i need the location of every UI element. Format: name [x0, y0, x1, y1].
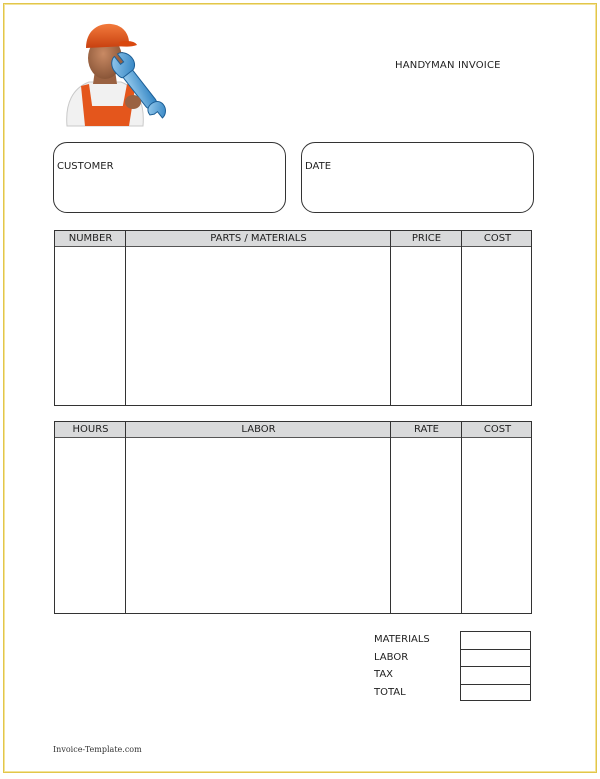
- labor-column[interactable]: [126, 422, 391, 613]
- parts-materials-header: PARTS / MATERIALS: [210, 233, 307, 244]
- labor-total-label: LABOR: [374, 652, 409, 663]
- totals-box: [460, 631, 531, 701]
- invoice-title: HANDYMAN INVOICE: [395, 60, 501, 71]
- materials-total-label: MATERIALS: [374, 634, 430, 645]
- price-header: PRICE: [411, 233, 442, 244]
- date-box[interactable]: [301, 142, 534, 213]
- rate-column[interactable]: [391, 422, 462, 613]
- date-label: DATE: [305, 161, 332, 172]
- cost-header: COST: [483, 233, 512, 244]
- parts-table: [54, 230, 532, 406]
- labor-cost-header: COST: [483, 424, 512, 435]
- labor-table: [54, 421, 532, 614]
- materials-total-cell[interactable]: [461, 632, 530, 650]
- labor-total-cell[interactable]: [461, 650, 530, 668]
- handyman-with-wrench-icon: [59, 18, 174, 130]
- parts-materials-column[interactable]: [126, 231, 391, 405]
- total-label: TOTAL: [374, 687, 406, 698]
- number-column[interactable]: [55, 231, 126, 405]
- total-cell[interactable]: [461, 685, 530, 703]
- tax-label: TAX: [374, 669, 394, 680]
- customer-label: CUSTOMER: [57, 161, 114, 172]
- rate-header: RATE: [413, 424, 440, 435]
- number-header: NUMBER: [68, 233, 113, 244]
- source-footer: Invoice-Template.com: [53, 745, 142, 754]
- hours-column[interactable]: [55, 422, 126, 613]
- price-column[interactable]: [391, 231, 462, 405]
- labor-header: LABOR: [241, 424, 276, 435]
- hours-header: HOURS: [72, 424, 109, 435]
- customer-box[interactable]: [53, 142, 286, 213]
- invoice-page: [3, 3, 597, 773]
- tax-cell[interactable]: [461, 667, 530, 685]
